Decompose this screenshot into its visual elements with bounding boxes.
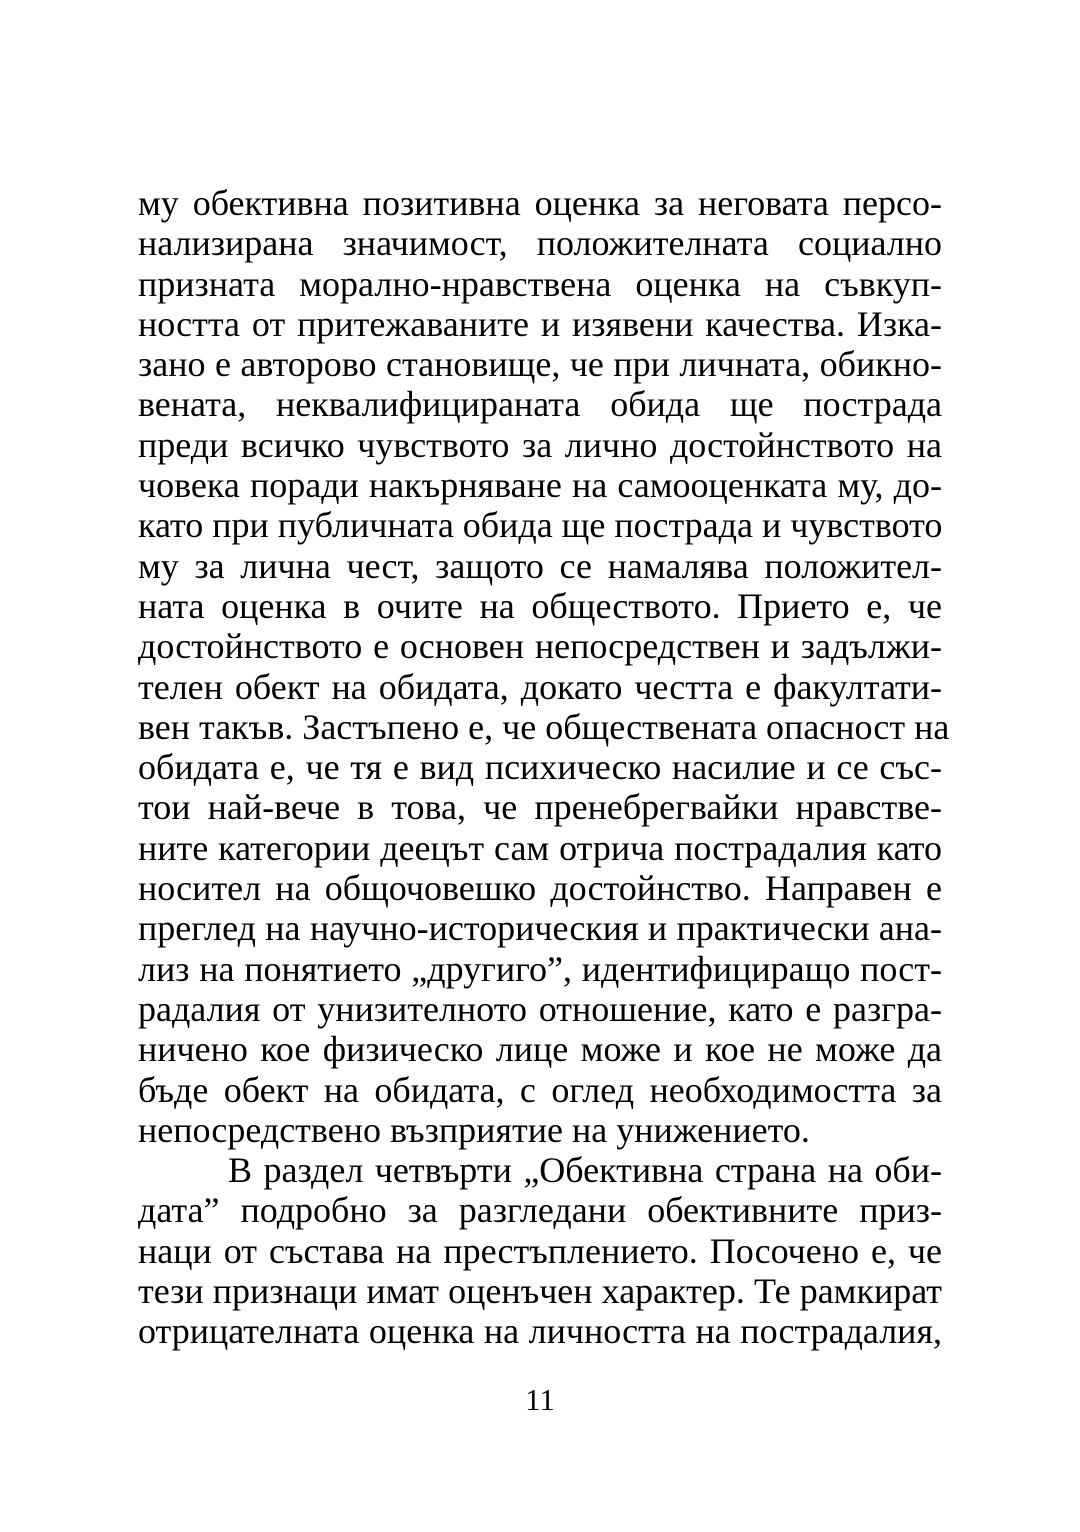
text-line: вен такъв. Застъпено е, че обществената опасност на — [138, 706, 950, 747]
text-line: телен обект на обидата, докато честта е факултати- — [138, 666, 942, 707]
paragraph-1 — [138, 183, 950, 1150]
text-line: тои най-вече в това, че пренебрегвайки нравстве- — [138, 787, 942, 828]
text-line: преди всичко чувството за лично достойнството на — [138, 424, 942, 465]
text-line: ната оценка в очите на обществото. Прието е, че — [138, 585, 942, 626]
text-line: лиз на понятието „другиго”, идентифициращо пост- — [138, 948, 942, 989]
text-line: преглед на научно-историческия и практически ана- — [138, 908, 942, 949]
body-text — [138, 183, 950, 1352]
text-line: нализирана значимост, положителната социално — [138, 223, 942, 264]
text-line: човека поради накърняване на самооценката му, до- — [138, 465, 942, 506]
page-number: 11 — [525, 1382, 555, 1417]
text-line: зано е авторово становище, че при личната, обикно- — [138, 344, 942, 385]
text-line: като при публичната обида ще пострада и чувството — [138, 505, 943, 546]
text-line: ните категории деецът сам отрича пострадалия като — [138, 827, 942, 868]
text-line: радалия от унизителното отношение, като е разгра- — [138, 988, 942, 1029]
text-line: отрицателната оценка на личността на пострадалия, — [138, 1311, 942, 1352]
text-line: бъде обект на обидата, с оглед необходимостта за — [138, 1069, 942, 1110]
text-line: тези признаци имат оценъчен характер. Те рамкират — [138, 1271, 942, 1312]
text-line: ността от притежаваните и изявени качества. Изка- — [138, 303, 942, 344]
text-line: дата” подробно за разгледани обективните приз- — [138, 1190, 942, 1231]
text-line: ничено кое физическо лице може и кое не може да — [138, 1029, 942, 1070]
text-line: В раздел четвърти „Обективна страна на оби- — [228, 1150, 942, 1191]
text-line: призната морално-нравствена оценка на съвкуп- — [138, 263, 942, 304]
text-line: вената, неквалифицираната обида ще пострада — [138, 384, 942, 425]
text-line: наци от състава на престъплението. Посочено е, че — [138, 1230, 942, 1271]
text-line: достойнството е основен непосредствен и задължи- — [138, 626, 942, 667]
text-line: непосредствено възприятие на унижението. — [138, 1109, 810, 1150]
text-line: обидата е, че тя е вид психическо насилие и се със- — [138, 747, 942, 788]
text-line: носител на общочовешко достойнство. Направен е — [138, 868, 942, 909]
text-line: му за лична чест, защото се намалява положител- — [138, 545, 942, 586]
text-line: му обективна позитивна оценка за неговата персо- — [138, 183, 942, 223]
paragraph-2 — [138, 1150, 942, 1351]
